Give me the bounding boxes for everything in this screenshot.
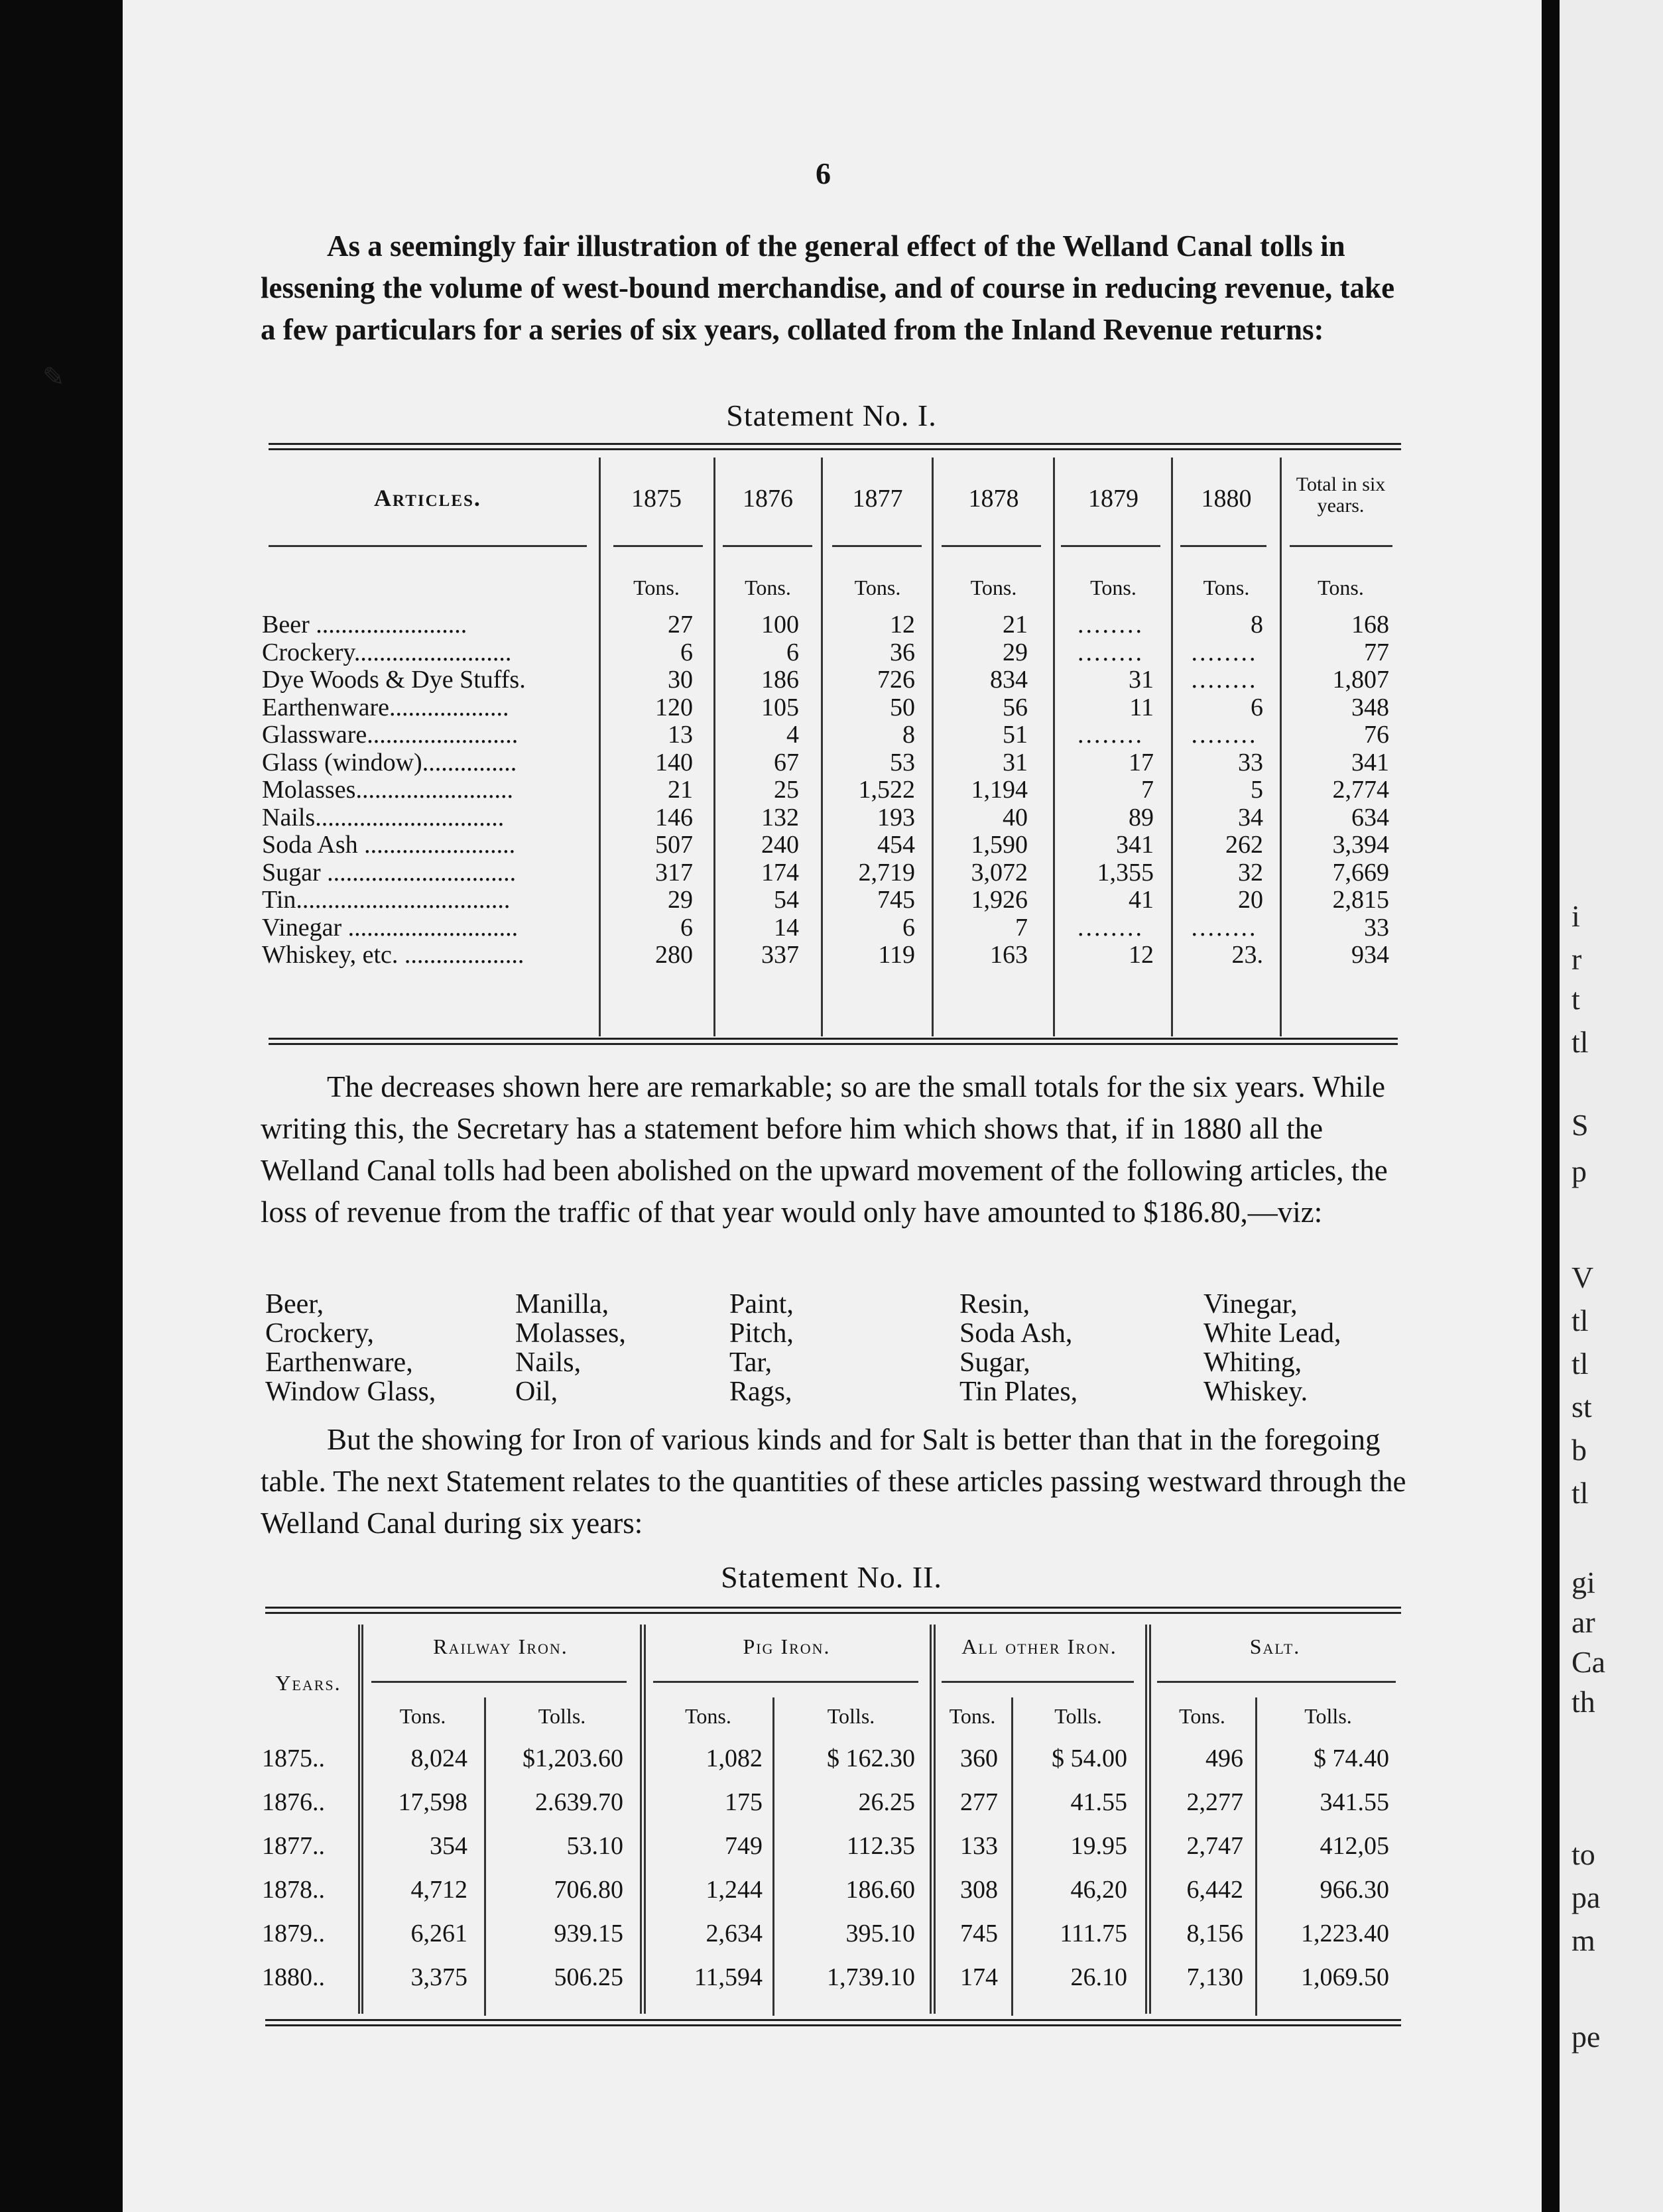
table-cell: 27 (668, 611, 693, 639)
table-cell: 1,522 (858, 776, 915, 804)
facing-page-fragment: r (1571, 942, 1582, 976)
table-cell: 163 (990, 941, 1028, 969)
table-cell: 507 (655, 831, 693, 859)
article-name: Crockery......................... (262, 638, 512, 666)
table-cell: 8 (902, 721, 915, 749)
header-salt: Salt. (1249, 1634, 1301, 1658)
table-cell: 26.10 (1070, 1963, 1127, 1991)
table-cell: 634 (1351, 803, 1389, 831)
table-cell: 280 (655, 941, 693, 969)
table-cell: 2,634 (706, 1920, 763, 1947)
table-cell: 506.25 (554, 1963, 623, 1991)
unit-label: Tons. (970, 576, 1017, 599)
table-cell: 1,194 (971, 776, 1028, 804)
table-cell: 939.15 (554, 1920, 623, 1947)
facing-page-fragment: tl (1571, 1476, 1589, 1510)
table-cell: 111.75 (1060, 1920, 1127, 1947)
facing-page-fragment: p (1571, 1154, 1587, 1188)
sub-header: Tons. (1179, 1704, 1225, 1728)
header-years: Years. (275, 1671, 341, 1695)
table-cell: 20 (1238, 886, 1263, 914)
facing-page-fragment: b (1571, 1433, 1587, 1467)
article-name: Earthenware................... (262, 693, 509, 721)
unit-label: Tons. (1318, 576, 1364, 599)
list-item: Tin Plates, (959, 1377, 1078, 1407)
facing-page-fragment: pa (1571, 1880, 1601, 1914)
article-name: Sugar .............................. (262, 858, 517, 887)
table-cell: 36 (890, 638, 915, 666)
list-item: Resin, (959, 1289, 1030, 1320)
table-cell: 105 (761, 693, 799, 721)
table-cell: 1,739.10 (827, 1963, 915, 1991)
header-1877: 1877 (852, 485, 903, 513)
articles-column (265, 1290, 436, 1406)
facing-page-fragment: tl (1571, 1304, 1589, 1337)
table-cell: 31 (1129, 666, 1154, 694)
table-cell: 341 (1116, 831, 1154, 859)
table-top-rule (265, 1607, 1401, 1614)
article-name: Whiskey, etc. ................... (262, 941, 524, 969)
table-cell: 174 (960, 1963, 998, 1991)
table-cell: 13 (668, 721, 693, 749)
table-cell: 706.80 (554, 1876, 623, 1904)
table-cell: 745 (877, 886, 915, 914)
facing-page-fragment: t (1571, 982, 1580, 1016)
table-cell: 14 (774, 913, 799, 942)
table-cell: 119 (878, 941, 915, 969)
list-item: Oil, (515, 1377, 558, 1407)
facing-page-edge (1560, 0, 1663, 2212)
middle-paragraph: The decreases shown here are remarkable; so are the small totals for the six years. While writing this, the Secretary has a statement before him which shows that, if in 1880 all the Welland Canal tolls had been abolished on the upward movement of the following articles, the loss of revenue from the traffic of that year would only have amounted to $186.80,—viz: (261, 1070, 1388, 1229)
table-cell: 5 (1251, 776, 1263, 804)
facing-page-fragment: gi (1571, 1566, 1595, 1599)
table-cell: 112.35 (846, 1832, 915, 1860)
page-gutter (1545, 0, 1560, 2212)
unit-label: Tons. (745, 576, 791, 599)
table-top-rule (269, 443, 1401, 450)
table-cell: 11 (1129, 693, 1154, 721)
list-item: Earthenware, (265, 1347, 413, 1378)
table-cell: 341.55 (1320, 1788, 1389, 1816)
table-cell: 1,244 (706, 1876, 763, 1904)
table-cell: 360 (960, 1745, 998, 1772)
empty-cell: ........ (1191, 638, 1258, 666)
unit-label: Tons. (1090, 576, 1137, 599)
table-cell: 2,719 (858, 858, 915, 887)
table-cell: 100 (761, 611, 799, 639)
table-cell: 2,815 (1332, 886, 1389, 914)
unit-label: Tons. (1203, 576, 1250, 599)
margin-mark-icon: ✎ (42, 362, 65, 392)
year-label: 1876.. (262, 1788, 325, 1816)
table-cell: 317 (655, 858, 693, 887)
year-label: 1880.. (262, 1963, 325, 1991)
table-cell: 56 (1003, 693, 1028, 721)
table-cell: $1,203.60 (523, 1745, 623, 1772)
sub-header: Tolls. (827, 1704, 875, 1728)
table-cell: 25 (774, 776, 799, 804)
empty-cell: ........ (1191, 913, 1258, 942)
table-cell: 30 (668, 666, 693, 694)
header-1876: 1876 (743, 485, 793, 513)
list-item: Vinegar, (1203, 1289, 1298, 1320)
table-cell: 354 (430, 1832, 467, 1860)
facing-page-fragment: tl (1571, 1347, 1589, 1381)
table-cell: 749 (725, 1832, 763, 1860)
empty-cell: ........ (1191, 721, 1258, 749)
header-1880: 1880 (1201, 485, 1252, 513)
empty-cell: ........ (1078, 913, 1144, 942)
table-cell: $ 162.30 (827, 1745, 915, 1772)
table-cell: 46,20 (1070, 1876, 1127, 1904)
articles-column (1203, 1290, 1341, 1406)
table-cell: 7 (1015, 913, 1028, 942)
header-railway-iron: Railway Iron. (433, 1634, 568, 1658)
article-name: Nails.............................. (262, 803, 505, 831)
table-cell: 175 (725, 1788, 763, 1816)
table-cell: 341 (1351, 748, 1389, 776)
article-name: Molasses......................... (262, 776, 513, 804)
statement-2-title: Statement No. II. (721, 1560, 942, 1594)
table-cell: 140 (655, 748, 693, 776)
table-cell: 8 (1251, 611, 1263, 639)
sub-header: Tolls. (1304, 1704, 1352, 1728)
articles-column (515, 1290, 626, 1406)
sub-header: Tolls. (538, 1704, 586, 1728)
table-cell: 337 (761, 941, 799, 969)
table-cell: 33 (1238, 748, 1263, 776)
list-item: Manilla, (515, 1289, 609, 1320)
table-cell: $ 54.00 (1052, 1745, 1127, 1772)
header-1879: 1879 (1088, 485, 1139, 513)
list-item: Window Glass, (265, 1377, 436, 1407)
table-cell: 132 (761, 803, 799, 831)
empty-cell: ........ (1191, 666, 1258, 694)
empty-cell: ........ (1078, 638, 1144, 666)
facing-page-fragment: th (1571, 1685, 1595, 1719)
table-cell: 2.639.70 (535, 1788, 623, 1816)
table-cell: 240 (761, 831, 799, 859)
iron-paragraph: But the showing for Iron of various kinds and for Salt is better than that in the foregoing table. The next Statement relates to the quantities of these articles passing westward through the Welland Canal during six years: (261, 1423, 1406, 1540)
list-item: Beer, (265, 1289, 324, 1320)
table-cell: 31 (1003, 748, 1028, 776)
table-cell: 2,277 (1186, 1788, 1243, 1816)
header-pig-iron: Pig Iron. (743, 1634, 831, 1658)
table-cell: 8,024 (410, 1745, 467, 1772)
table-cell: $ 74.40 (1314, 1745, 1389, 1772)
table-cell: 29 (668, 886, 693, 914)
table-cell: 966.30 (1320, 1876, 1389, 1904)
table-bottom-rule (269, 1038, 1398, 1045)
table-cell: 51 (1003, 721, 1028, 749)
table-cell: 3,072 (971, 858, 1028, 887)
articles-column (959, 1290, 1078, 1406)
list-item: Nails, (515, 1347, 582, 1378)
article-name: Beer ........................ (262, 611, 467, 639)
table-cell: 6 (1251, 693, 1263, 721)
table-cell: 53 (890, 748, 915, 776)
list-item: White Lead, (1203, 1318, 1341, 1349)
header-1878: 1878 (968, 485, 1019, 513)
empty-cell: ........ (1078, 611, 1144, 639)
header-articles: Articles. (374, 485, 481, 511)
table-cell: 262 (1225, 831, 1263, 859)
table-cell: 726 (877, 666, 915, 694)
table-cell: 67 (774, 748, 799, 776)
table-cell: 186.60 (845, 1876, 915, 1904)
facing-page-fragment: to (1571, 1837, 1595, 1871)
table-cell: 54 (774, 886, 799, 914)
table-cell: 934 (1351, 941, 1389, 969)
table-cell: 168 (1351, 611, 1389, 639)
article-name: Vinegar ........................... (262, 913, 519, 942)
table-cell: 7,130 (1186, 1963, 1243, 1991)
facing-page-fragment: ar (1571, 1605, 1595, 1639)
list-item: Pitch, (729, 1318, 794, 1349)
table-cell: 2,774 (1332, 776, 1389, 804)
table-cell: 146 (655, 803, 693, 831)
table-cell: 308 (960, 1876, 998, 1904)
table-cell: 496 (1205, 1745, 1243, 1772)
table-cell: 6 (902, 913, 915, 942)
table-cell: 7 (1141, 776, 1154, 804)
facing-page-fragment: V (1571, 1260, 1594, 1294)
facing-page-fragment: pe (1571, 2020, 1601, 2054)
table-cell: 454 (877, 831, 915, 859)
list-item: Tar, (729, 1347, 772, 1378)
sub-header: Tolls. (1054, 1704, 1102, 1728)
sub-header: Tons. (949, 1704, 996, 1728)
empty-cell: ........ (1078, 721, 1144, 749)
unit-label: Tons. (854, 576, 901, 599)
list-item: Molasses, (515, 1318, 626, 1349)
table-cell: 4 (786, 721, 799, 749)
table-cell: 6 (786, 638, 799, 666)
table-cell: 1,590 (971, 831, 1028, 859)
page-number: 6 (816, 156, 831, 190)
table-cell: 17 (1129, 748, 1154, 776)
article-name: Tin.................................. (262, 886, 511, 914)
header-1875: 1875 (631, 485, 682, 513)
sub-header: Tons. (685, 1704, 731, 1728)
table-cell: 120 (655, 693, 693, 721)
table-cell: 1,807 (1332, 666, 1389, 694)
table-cell: 3,375 (410, 1963, 467, 1991)
article-name: Soda Ash ........................ (262, 831, 516, 859)
table-cell: 6 (680, 638, 693, 666)
table-cell: 6,261 (410, 1920, 467, 1947)
facing-page-fragment: Ca (1571, 1645, 1606, 1679)
table-cell: 12 (890, 611, 915, 639)
table-cell: 7,669 (1332, 858, 1389, 887)
table-cell: 89 (1129, 803, 1154, 831)
facing-page-fragment: S (1571, 1108, 1589, 1142)
table-cell: 41 (1129, 886, 1154, 914)
year-label: 1875.. (262, 1745, 325, 1772)
header-total: Total in six years. (1296, 473, 1386, 517)
facing-page-fragment: m (1571, 1924, 1595, 1957)
facing-page-fragment: st (1571, 1390, 1592, 1424)
header-all-other-iron: All other Iron. (961, 1634, 1117, 1658)
table-cell: 33 (1364, 913, 1389, 942)
table-cell: 23. (1231, 941, 1263, 969)
table-cell: 34 (1238, 803, 1263, 831)
table-cell: 41.55 (1070, 1788, 1127, 1816)
table-cell: 12 (1129, 941, 1154, 969)
table-bottom-rule (265, 2019, 1401, 2026)
sub-header: Tons. (399, 1704, 446, 1728)
facing-page-fragment: i (1571, 899, 1580, 933)
table-cell: 3,394 (1332, 831, 1389, 859)
facing-page-fragment: tl (1571, 1025, 1589, 1059)
table-cell: 76 (1364, 721, 1389, 749)
table-cell: 19.95 (1070, 1832, 1127, 1860)
unit-label: Tons. (633, 576, 680, 599)
table-cell: 29 (1003, 638, 1028, 666)
table-cell: 8,156 (1186, 1920, 1243, 1947)
list-item: Whiskey. (1203, 1377, 1308, 1407)
year-label: 1879.. (262, 1920, 325, 1947)
table-cell: 17,598 (398, 1788, 467, 1816)
table-cell: 834 (990, 666, 1028, 694)
list-item: Whiting, (1203, 1347, 1302, 1378)
table-cell: 412,05 (1320, 1832, 1389, 1860)
table-cell: 50 (890, 693, 915, 721)
table-cell: 1,223.40 (1301, 1920, 1389, 1947)
table-cell: 4,712 (410, 1876, 467, 1904)
table-cell: 133 (960, 1832, 998, 1860)
table-cell: 6 (680, 913, 693, 942)
table-cell: 40 (1003, 803, 1028, 831)
table-cell: 11,594 (694, 1963, 763, 1991)
list-item: Paint, (729, 1289, 794, 1320)
table-cell: 193 (877, 803, 915, 831)
article-name: Dye Woods & Dye Stuffs. (262, 666, 526, 694)
intro-paragraph: As a seemingly fair illustration of the general effect of the Welland Canal tolls in lessening the volume of west-bound merchandise, and of course in reducing revenue, take a few particulars for a series of six years, collated from the Inland Revenue returns: (261, 229, 1395, 346)
year-label: 1877.. (262, 1832, 325, 1860)
table-cell: 32 (1238, 858, 1263, 887)
table-cell: 1,355 (1097, 858, 1154, 887)
table-cell: 277 (960, 1788, 998, 1816)
table-cell: 21 (1003, 611, 1028, 639)
table-cell: 1,926 (971, 886, 1028, 914)
year-label: 1878.. (262, 1876, 325, 1904)
table-cell: 6,442 (1186, 1876, 1243, 1904)
article-name: Glassware........................ (262, 721, 519, 749)
list-item: Soda Ash, (959, 1318, 1073, 1349)
table-cell: 745 (960, 1920, 998, 1947)
articles-column (729, 1290, 794, 1406)
table-cell: 21 (668, 776, 693, 804)
table-cell: 26.25 (858, 1788, 915, 1816)
table-cell: 53.10 (566, 1832, 623, 1860)
table-cell: 77 (1364, 638, 1389, 666)
list-item: Sugar, (959, 1347, 1030, 1378)
table-cell: 1,082 (706, 1745, 763, 1772)
list-item: Rags, (729, 1377, 792, 1407)
table-cell: 395.10 (845, 1920, 915, 1947)
table-cell: 1,069.50 (1301, 1963, 1389, 1991)
table-cell: 186 (761, 666, 799, 694)
statement-1-title: Statement No. I. (726, 399, 937, 432)
article-name: Glass (window)............... (262, 748, 517, 776)
list-item: Crockery, (265, 1318, 375, 1349)
table-cell: 2,747 (1186, 1832, 1243, 1860)
table-cell: 348 (1351, 693, 1389, 721)
table-cell: 174 (761, 858, 799, 887)
